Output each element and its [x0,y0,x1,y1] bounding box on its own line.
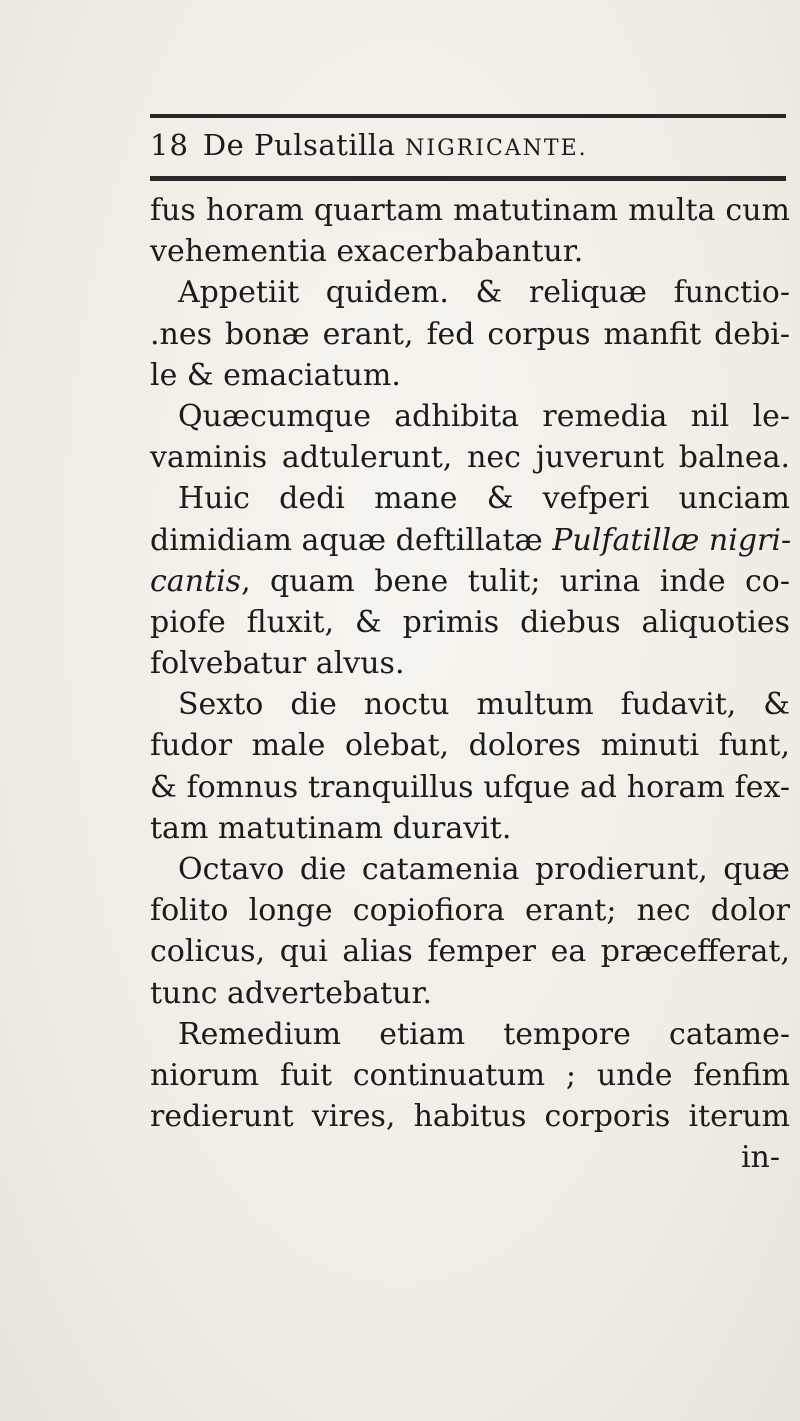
running-header [150,128,780,168]
text-line: Sexto die noctu multum fudavit, & [178,687,790,723]
text-line: folito longe copiofiora erant; nec dolor [150,893,790,929]
running-title-main: De Pulsatilla [202,128,396,162]
header-rule-bottom [150,176,786,181]
body-text [150,190,790,1179]
text-line: redierunt vires, habitus corporis iterum [150,1099,790,1135]
text-line: vaminis adtulerunt, nec juverunt balnea. [150,440,790,476]
text-line: tunc advertebatur. [150,975,433,1011]
text-line: .nes bonæ erant, fed corpus manfit debi- [150,316,790,352]
catchword: in- [740,1140,780,1176]
running-title [203,128,588,162]
header-rule-top [150,114,786,118]
text-line: folvebatur alvus. [150,646,405,682]
text-line: piofe fluxit, & primis diebus aliquoties [150,604,790,640]
running-title-smallcaps: NIGRICANTE. [405,136,588,161]
text-segment: , quam bene tulit; urina inde co- [241,563,790,599]
text-segment: dimidiam aquæ deftillatæ [150,522,543,558]
text-line: Quæcumque adhibita remedia nil le- [178,398,790,434]
text-line [150,561,790,602]
text-line: Octavo die catamenia prodierunt, quæ [178,852,790,887]
text-line: fudor male olebat, dolores minuti funt, [150,728,790,764]
text-line: tam matutinam duravit. [150,810,512,846]
text-line: colicus, qui alias femper ea præcefferat, [150,934,790,970]
text-line: Remedium etiam tempore catame- [178,1016,790,1052]
italic-species-name: Pulfatillæ nigri- [552,522,792,558]
text-line: fus horam quartam matutinam multa cum [150,193,790,228]
text-line: Huic dedi mane & vefperi unciam [178,481,790,517]
text-line: le & emaciatum. [150,357,401,393]
text-line [150,520,790,561]
text-line: vehementia exacerbabantur. [150,234,584,270]
text-line: Appetiit quidem. & reliquæ functio- [178,275,790,311]
text-line: niorum fuit continuatum ; unde fenfim [150,1057,790,1093]
page-number: 18 [150,128,189,162]
italic-species-name-cont: cantis [150,563,242,599]
text-line: & fomnus tranquillus ufque ad horam fex- [150,769,790,805]
